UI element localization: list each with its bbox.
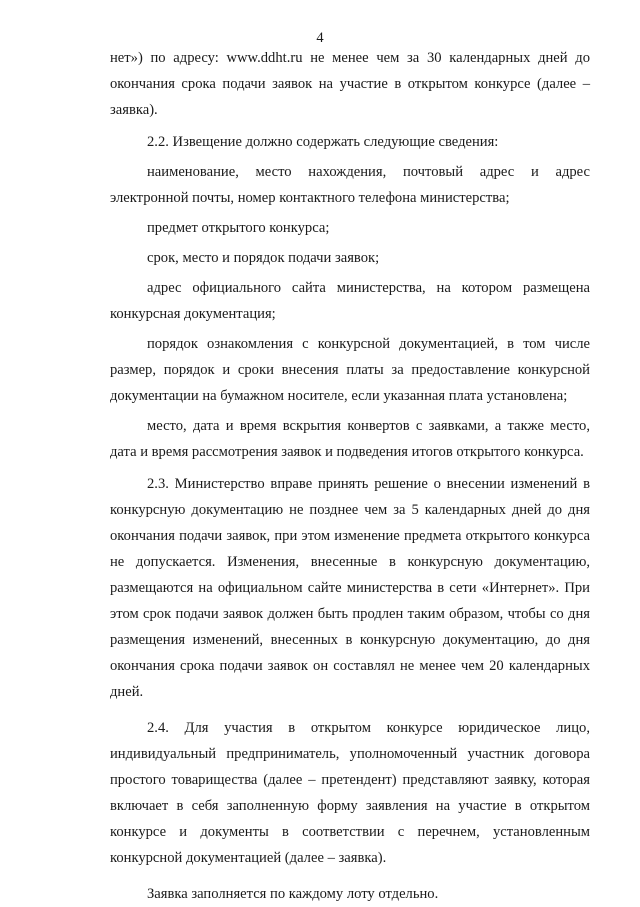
paragraph-2-3: 2.3. Министерство вправе принять решение о внесении изменений в конкурсную документацию не позднее чем за 5 календарных дней до дня окончания подачи заявок, при этом изменение предмета открытого конкурса не допускается. Изменения, внесенные в конкурсную документацию, размещаются на официальном сайте министерства в сети «Интернет». При этом срок подачи заявок должен быть продлен таким образом, чтобы со дня размещения изменений, внесенных в конкурсную документацию, до дня окончания срока подачи заявок он составлял не менее чем 20 календарных дней. [110, 476, 590, 700]
paragraph-2-4: 2.4. Для участия в открытом конкурсе юридическое лицо, индивидуальный предприниматель, уполномоченный участник договора простого товарищества (далее – претендент) представляют заявку, которая включает в себя заполненную форму заявления на участие в открытом конкурсе и документы в соответствии с перечнем, установленным конкурсной документацией (далее – заявка). [110, 720, 590, 866]
list-item-opening: место, дата и время вскрытия конвертов с заявками, а также место, дата и время рассмотрения заявок и подведения итогов открытого конкурса. [110, 418, 590, 460]
list-item-deadline: срок, место и порядок подачи заявок; [147, 250, 380, 266]
paragraph-continuation: нет») по адресу: www.ddht.ru не менее чем за 30 календарных дней до окончания срока подачи заявок на участие в открытом конкурсе (далее – заявка). [110, 50, 590, 118]
paragraph-per-lot: Заявка заполняется по каждому лоту отдельно. [147, 886, 439, 902]
paragraph-2-2: 2.2. Извещение должно содержать следующие сведения: [147, 134, 499, 150]
list-item-subject: предмет открытого конкурса; [147, 220, 330, 236]
list-item-name-address: наименование, место нахождения, почтовый адрес и адрес электронной почты, номер контактного телефона министерства; [110, 164, 590, 206]
list-item-website: адрес официального сайта министерства, на котором размещена конкурсная документация; [110, 280, 590, 322]
list-item-familiarization: порядок ознакомления с конкурсной документацией, в том числе размер, порядок и сроки внесения платы за предоставление конкурсной документации на бумажном носителе, если указанная плата установлена; [110, 336, 590, 404]
document-body [110, 45, 590, 907]
page-number: 4 [316, 30, 324, 46]
